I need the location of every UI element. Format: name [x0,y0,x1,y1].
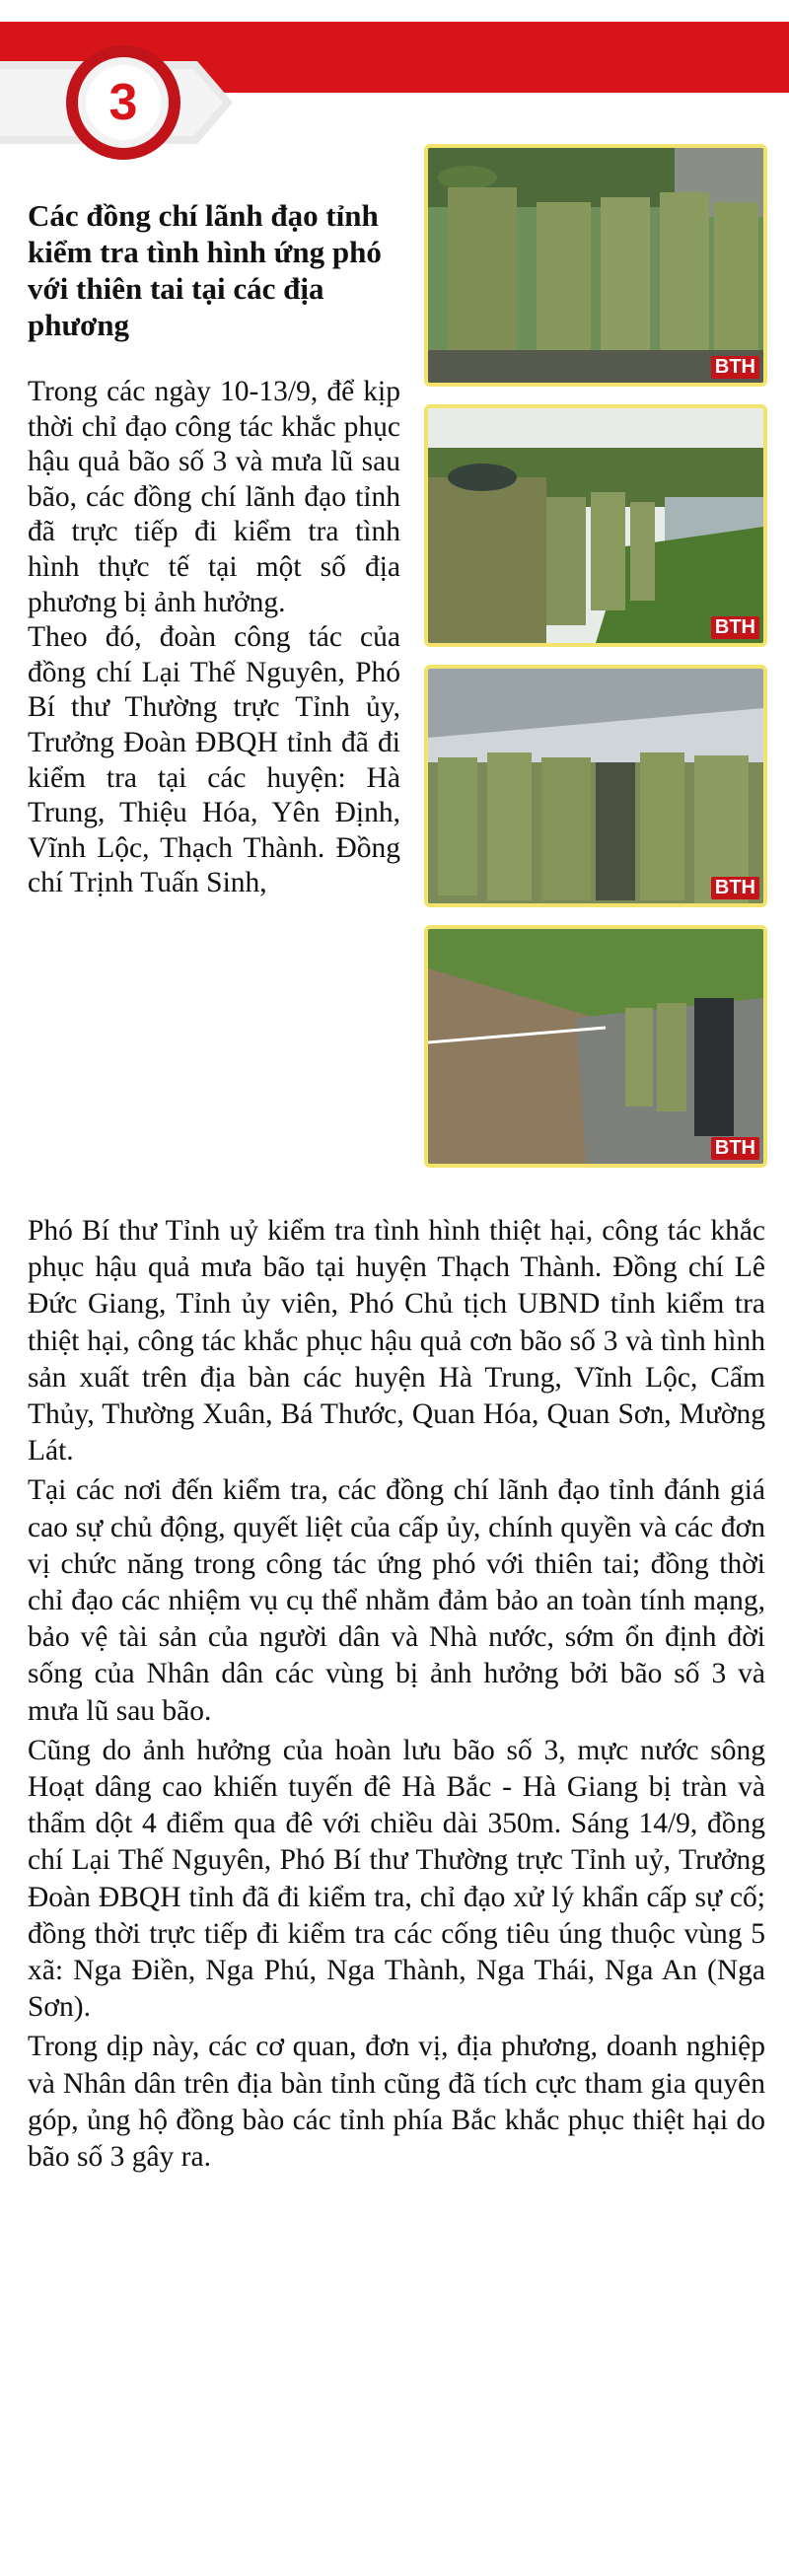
body-paragraph-2: Tại các nơi đến kiểm tra, các đồng chí lãnh đạo tỉnh đánh giá cao sự chủ động, quyết liệt của cấp ủy, chính quyền và các đơn vị chức năng trong công tác ứng phó với thiên tai; đồng thời chỉ đạo các nhiệm vụ cụ thể nhằm đảm bảo an toàn tính mạng, bảo vệ tài sản của người dân và Nhà nước, sớm ổn định đời sống của Nhân dân các vùng bị ảnh hưởng bởi bão số 3 và mưa lũ sau bão. [28,1474,765,1727]
photo-4-watermark: BTH [711,1137,759,1160]
body-paragraph-4: Trong dịp này, các cơ quan, đơn vị, địa phương, doanh nghiệp và Nhân dân trên địa bàn tỉnh cũng đã tích cực tham gia quyên góp, ủng hộ đồng bào các tỉnh phía Bắc khắc phục thiệt hại do bão số 3 gây ra. [28,2031,765,2174]
column-paragraph-1: Trong các ngày 10-13/9, để kịp thời chỉ đạo công tác khắc phục hậu quả bão số 3 và mưa lũ sau bão, các đồng chí lãnh đạo tỉnh đã trực tiếp đi kiểm tra tình hình thực tế tại một số địa phương bị ảnh hưởng. [28,376,400,618]
column-paragraph-2: Theo đó, đoàn công tác của đồng chí Lại Thế Nguyên, Phó Bí thư Thường trực Tỉnh ủy, Trưởng Đoàn ĐBQH tỉnh đã đi kiểm tra tại các huyện: Hà Trung, Thiệu Hóa, Yên Định, Vĩnh Lộc, Thạch Thành. Đồng chí Trịnh Tuấn Sinh, [28,621,400,899]
article-heading: Các đồng chí lãnh đạo tỉnh kiểm tra tình hình ứng phó với thiên tai tại các địa phương [28,198,382,342]
photo-riverside-inspection [424,404,767,647]
column-text [28,375,400,901]
body-paragraph-3: Cũng do ảnh hưởng của hoàn lưu bão số 3, mực nước sông Hoạt dâng cao khiến tuyến đê Hà Bắc - Hà Giang bị tràn và thẩm dột 4 điểm qua đê với chiều dài 350m. Sáng 14/9, đồng chí Lại Thế Nguyên, Phó Bí thư Thường trực Tỉnh uỷ, Trưởng Đoàn ĐBQH tỉnh đã đi kiểm tra, chỉ đạo xử lý khẩn cấp sự cố; đồng thời trực tiếp đi kiểm tra các cống tiêu úng thuộc vùng 5 xã: Nga Điền, Nga Phú, Nga Thành, Nga Thái, Nga An (Nga Sơn). [28,1734,765,2024]
photo-2-watermark: BTH [711,616,759,639]
photo-3-watermark: BTH [711,877,759,899]
photo-officials-raincoats [424,144,767,387]
section-number: 3 [108,74,138,131]
photo-1-watermark: BTH [711,356,759,379]
photo-tent-meeting [424,665,767,907]
photo-landslide-road [424,925,767,1168]
body-paragraph-1: Phó Bí thư Tỉnh uỷ kiểm tra tình hình thiệt hại, công tác khắc phục hậu quả mưa bão tại huyện Thạch Thành. Đồng chí Lê Đức Giang, Tỉnh ủy viên, Phó Chủ tịch UBND tỉnh kiểm tra thiệt hại, công tác khắc phục hậu quả cơn bão số 3 và tình hình sản xuất trên địa bàn các huyện Hà Trung, Vĩnh Lộc, Cẩm Thủy, Thường Xuân, Bá Thước, Quan Hóa, Quan Sơn, Mường Lát. [28,1215,765,1467]
article-body [28,1213,765,2179]
